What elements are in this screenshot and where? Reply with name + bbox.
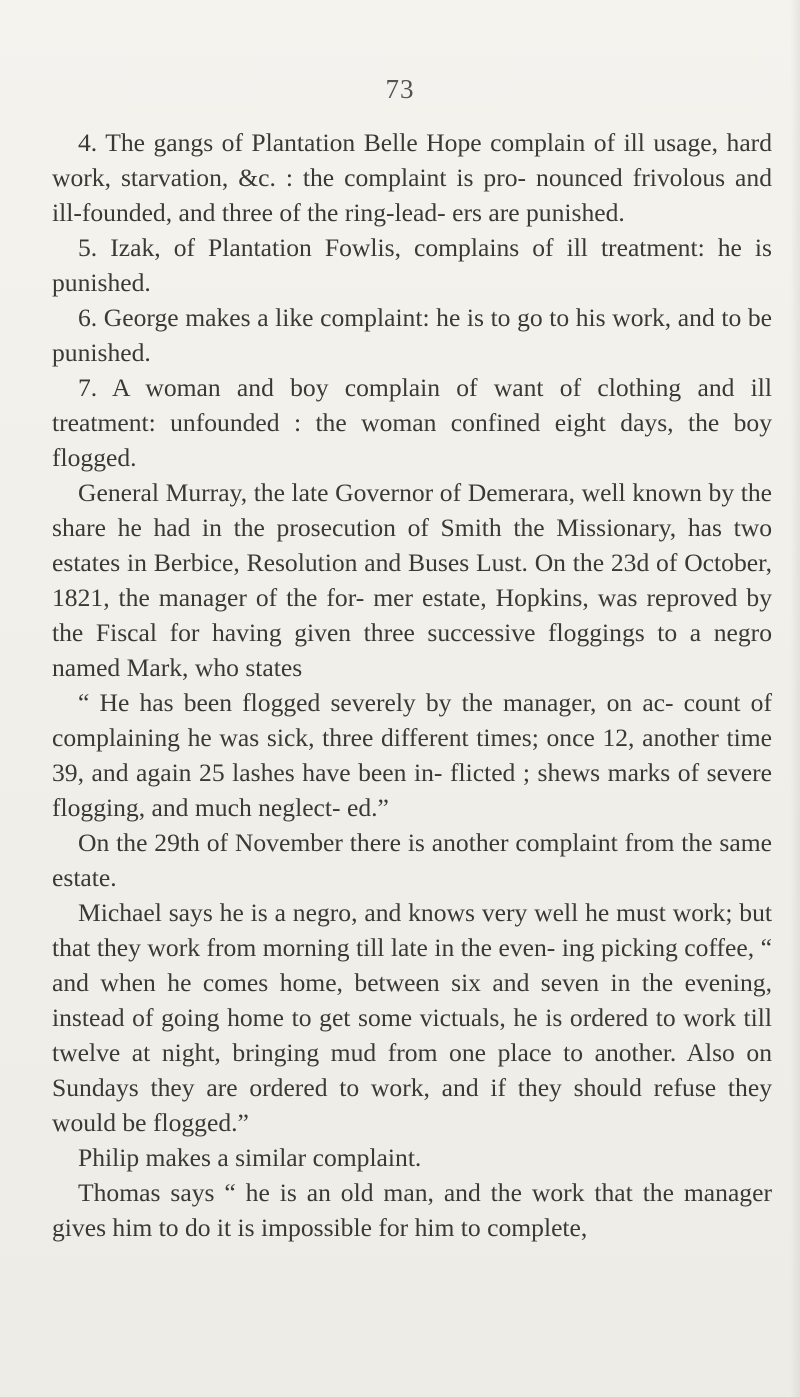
paragraph-general-murray: General Murray, the late Governor of Demerara, well known by the share he had in the prosecution of Smith the Missionary, has two estates in Berbice, Resolution and Buses Lust. On the 23d of October, 1821, the manager of the for- mer estate, Hopkins, was reproved by the Fiscal for having given three successive floggings to a negro named Mark, who states [52,478,772,682]
paragraph-complaint-4: 4. The gangs of Plantation Belle Hope complain of ill usage, hard work, starvation, &c. : the complaint is pro- nounced frivolous and ill-founded, and three of the ring-lead- ers are punished. [52,128,772,227]
body-text [52,125,772,1245]
paragraph-thomas: Thomas says “ he is an old man, and the work that the manager gives him to do it is impossible for him to complete, [52,1178,772,1242]
paragraph-complaint-7: 7. A woman and boy complain of want of clothing and ill treatment: unfounded : the woman confined eight days, the boy flogged. [52,373,772,472]
paragraph-philip: Philip makes a similar complaint. [78,1143,422,1172]
paragraph-michael: Michael says he is a negro, and knows very well he must work; but that they work from morning till late in the even- ing picking coffee, “ and when he comes home, between six and seven in the evening, instead of going home to get some victuals, he is ordered to work till twelve at night, bringing mud from one place to another. Also on Sundays they are ordered to work, and if they should refuse they would be flogged.” [52,898,772,1137]
page-number: 73 [385,74,415,104]
paragraph-complaint-6: 6. George makes a like complaint: he is to go to his work, and to be punished. [52,303,772,367]
paragraph-november-complaint: On the 29th of November there is another complaint from the same estate. [52,828,772,892]
paragraph-mark-quote: “ He has been flogged severely by the manager, on ac- count of complaining he was sick, three different times; once 12, another time 39, and again 25 lashes have been in- flicted ; shews marks of severe flogging, and much neglect- ed.” [52,688,772,822]
page-edge-shadow [790,0,800,1397]
paragraph-complaint-5: 5. Izak, of Plantation Fowlis, complains of ill treatment: he is punished. [52,233,772,297]
